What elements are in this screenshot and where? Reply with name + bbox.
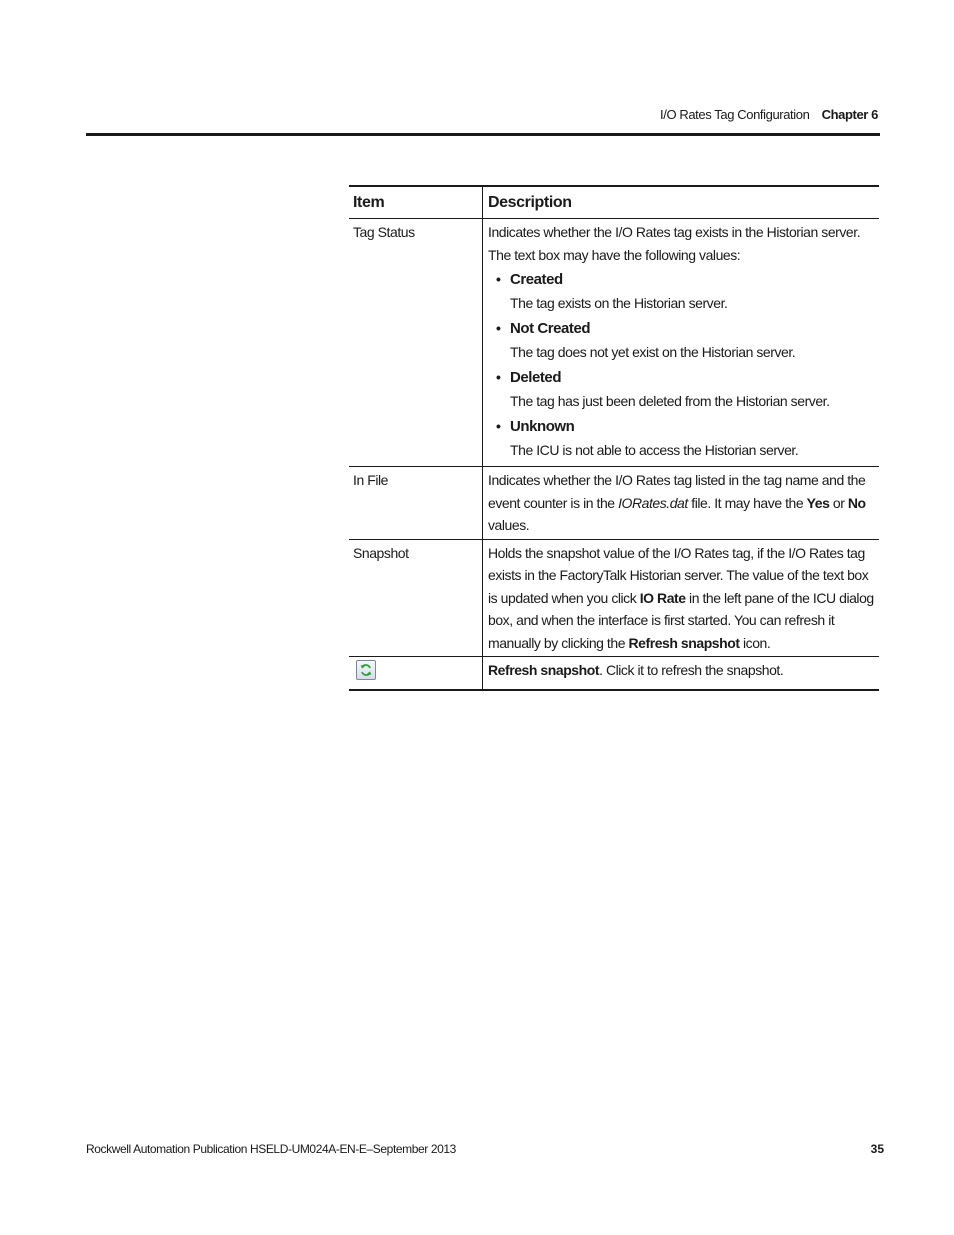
- value-yes: Yes: [806, 494, 830, 511]
- bullet-icon: •: [496, 271, 501, 287]
- value-no: No: [847, 494, 866, 511]
- row-item-snapshot: Snapshot: [349, 539, 483, 657]
- header-rule: [86, 133, 880, 136]
- table-row: [349, 219, 879, 467]
- row-item-tag-status: Tag Status: [349, 219, 483, 467]
- list-item: [488, 415, 875, 461]
- row-desc-in-file: Indicates whether the I/O Rates tag listed in the tag name and the event counter is in the IORates.dat file. It may have the Yes or No values.: [483, 467, 880, 540]
- option-name: Not Created: [510, 320, 591, 337]
- list-item: [488, 366, 875, 412]
- option-description: The tag does not yet exist on the Historian server.: [510, 343, 796, 360]
- bullet-icon: •: [496, 369, 501, 385]
- option-description: The tag has just been deleted from the Historian server.: [510, 392, 830, 409]
- option-name: Deleted: [510, 369, 562, 386]
- option-name: Unknown: [510, 418, 575, 435]
- chapter-label: Chapter 6: [821, 107, 878, 122]
- item-description-table: [349, 185, 879, 691]
- row-desc-refresh: Refresh snapshot. Click it to refresh the snapshot.: [483, 657, 880, 690]
- row-item-refresh-icon: [349, 657, 483, 690]
- row-item-in-file: In File: [349, 467, 483, 540]
- refresh-snapshot-term: Refresh snapshot: [628, 634, 740, 651]
- table-row: [349, 657, 879, 690]
- section-title: I/O Rates Tag Configuration: [660, 107, 810, 122]
- running-header: [660, 107, 878, 122]
- table-row: [349, 539, 879, 657]
- option-description: The ICU is not able to access the Historian server.: [510, 441, 799, 458]
- file-name: IORates.dat: [618, 494, 688, 511]
- col-header-item: Item: [349, 186, 483, 219]
- col-header-description: Description: [483, 186, 880, 219]
- bullet-icon: •: [496, 418, 501, 434]
- bullet-icon: •: [496, 320, 501, 336]
- row-desc-tag-status: [483, 219, 880, 467]
- refresh-snapshot-name: Refresh snapshot: [488, 662, 600, 678]
- list-item: [488, 268, 875, 314]
- io-rate-term: IO Rate: [639, 589, 686, 606]
- list-item: [488, 317, 875, 363]
- row-desc-snapshot: Holds the snapshot value of the I/O Rates tag, if the I/O Rates tag exists in the FactoryTalk Historian server. The value of the text box is updated when you click IO Rate in the left pane of the ICU dialog box, and when the interface is first started. You can refresh it manually by clicking the Refresh snapshot icon.: [483, 539, 880, 657]
- option-name: Created: [510, 271, 563, 288]
- table-header-row: [349, 186, 879, 219]
- publication-footer: Rockwell Automation Publication HSELD-UM024A-EN-E–September 2013: [86, 1142, 456, 1156]
- option-description: The tag exists on the Historian server.: [510, 294, 728, 311]
- page-number: 35: [870, 1142, 884, 1156]
- table-row: [349, 467, 879, 540]
- tag-status-intro: Indicates whether the I/O Rates tag exists in the Historian server. The text box may have the following values:: [488, 224, 861, 263]
- refresh-icon: [356, 660, 376, 680]
